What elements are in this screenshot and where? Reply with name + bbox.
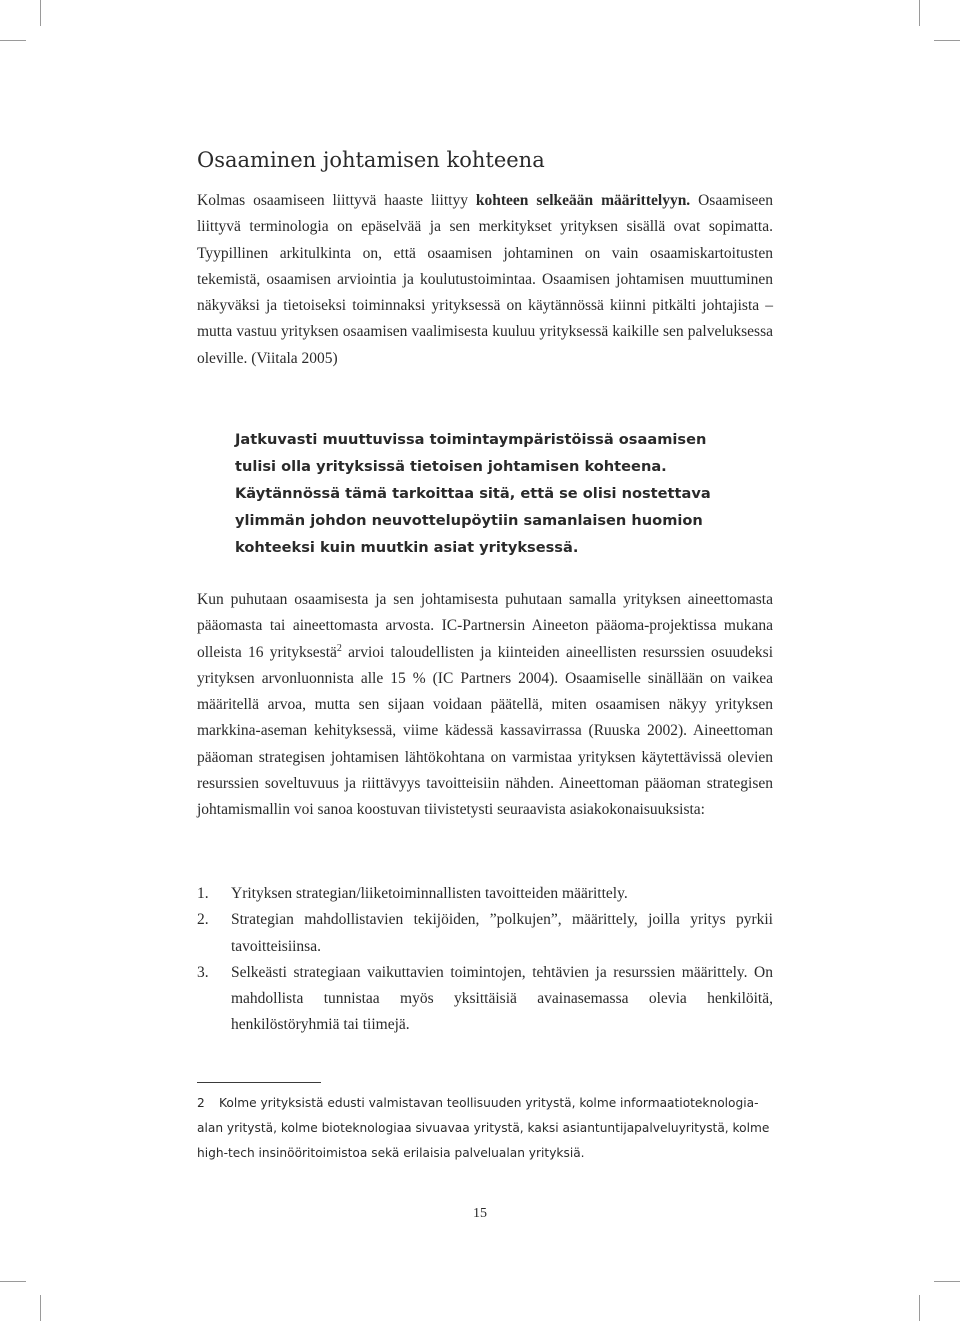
list-number: 2. [197, 911, 209, 929]
paragraph-body [197, 587, 773, 824]
crop-mark [40, 0, 41, 26]
crop-mark [919, 0, 920, 26]
list-number: 3. [197, 963, 209, 981]
paragraph-text: arvioi taloudellisten ja kiinteiden aineellisten resurssien osuudeksi yrityksen arvonluonnista alle 15 % (IC Partners 2004). Osaamiselle sinällään on vaikea määritellä arvoa, mutta sen sijaan voidaan päätellä, miten osaamisen näkyy yrityksen markkina-aseman kehityksessä, viime kädessä kassavirrassa (Ruuska 2002). Aineettoman pääoman strategisen johtamisen lähtökohtana on varmistaa yrityksen käytettävissä olevien resurssien soveltuvuus ja riittävyys tavoitteisiin nähden. Aineettoman pääoman strategisen johtamismallin voi sanoa koostuvan tiivistetysti seuraavista asiakokonaisuuksista: [197, 643, 773, 819]
crop-mark [934, 40, 960, 41]
list-item [197, 881, 773, 907]
list-item [197, 960, 773, 1039]
list-text: Selkeästi strategiaan vaikuttavien toimintojen, tehtävien ja resurssien määrittely. On mahdollista tunnistaa myös yksittäisiä avainasemassa olevia henkilöitä, henkilöstöryhmiä tai tiimejä. [231, 963, 773, 1034]
crop-mark [919, 1295, 920, 1321]
list-text: Yrityksen strategian/liiketoiminnallisten tavoitteiden määrittely. [231, 885, 628, 902]
paragraph-text: Kun puhutaan osaamisesta ja sen johtamisesta puhutaan samalla yrityksen aineettomasta pääomasta tai aineettomasta arvosta. IC-Partnersin Aineeton pääoma-projektissa mukana olleista 16 yrityksestä [197, 591, 773, 661]
list-number: 1. [197, 885, 209, 902]
footnote-text: Kolme yrityksistä edusti valmistavan teollisuuden yritystä, kolme informaatioteknologia-alan yritystä, kolme bioteknologiaa sivuavaa yritystä, kaksi asiantuntijapalveluyritystä, kolme high-tech insinööritoimistoa sekä erilaisia palvelualan yrityksiä. [197, 1096, 770, 1160]
emphasis-text: kohteen selkeään määrittelyyn. [475, 192, 691, 209]
crop-mark [934, 1281, 960, 1282]
section-heading: Osaaminen johtamisen kohteena [197, 148, 545, 172]
crop-mark [0, 1281, 26, 1282]
footnote-number: 2 [197, 1096, 205, 1110]
page-number: 15 [473, 1206, 487, 1221]
footnote-divider [197, 1082, 321, 1083]
paragraph-intro [197, 188, 773, 372]
paragraph-text: Kolmas osaamiseen liittyvä haaste liittyy [197, 192, 476, 209]
footnote [197, 1091, 773, 1166]
footnote-reference: 2 [336, 642, 342, 654]
crop-mark [40, 1295, 41, 1321]
crop-mark [0, 40, 26, 41]
list-item [197, 907, 773, 960]
list-text: Strategian mahdollistavien tekijöiden, ”polkujen”, määrittely, joilla yritys pyrkii tavoitteisiinsa. [231, 911, 773, 955]
highlight-quote: Jatkuvasti muuttuvissa toimintaympäristöissä osaamisen tulisi olla yrityksissä tietoisen johtamisen kohteena. Käytännössä tämä tarkoittaa sitä, että se olisi nostettava ylimmän johdon neuvottelupöytiin samanlaisen huomion kohteeksi kuin muutkin asiat yrityksessä. [235, 431, 711, 556]
numbered-list [197, 881, 773, 1039]
paragraph-text: Osaamiseen liittyvä terminologia on epäselvää ja sen merkitykset yrityksen sisällä ovat sopimatta. Tyypillinen arkitulkinta on, että osaamisen johtaminen on vain osaamiskartoitusten tekemistä, osaamisen arviointia ja koulutustoimintaa. Osaamisen johtamisen muuttuminen näkyväksi ja tietoiseksi toiminnaksi yrityksessä on käytännössä kiinni pitkälti johtajista – mutta vastuu yrityksen osaamisen vaalimisesta kuuluu yrityksessä kaikille sen palveluksessa oleville. (Viitala 2005) [197, 192, 773, 367]
